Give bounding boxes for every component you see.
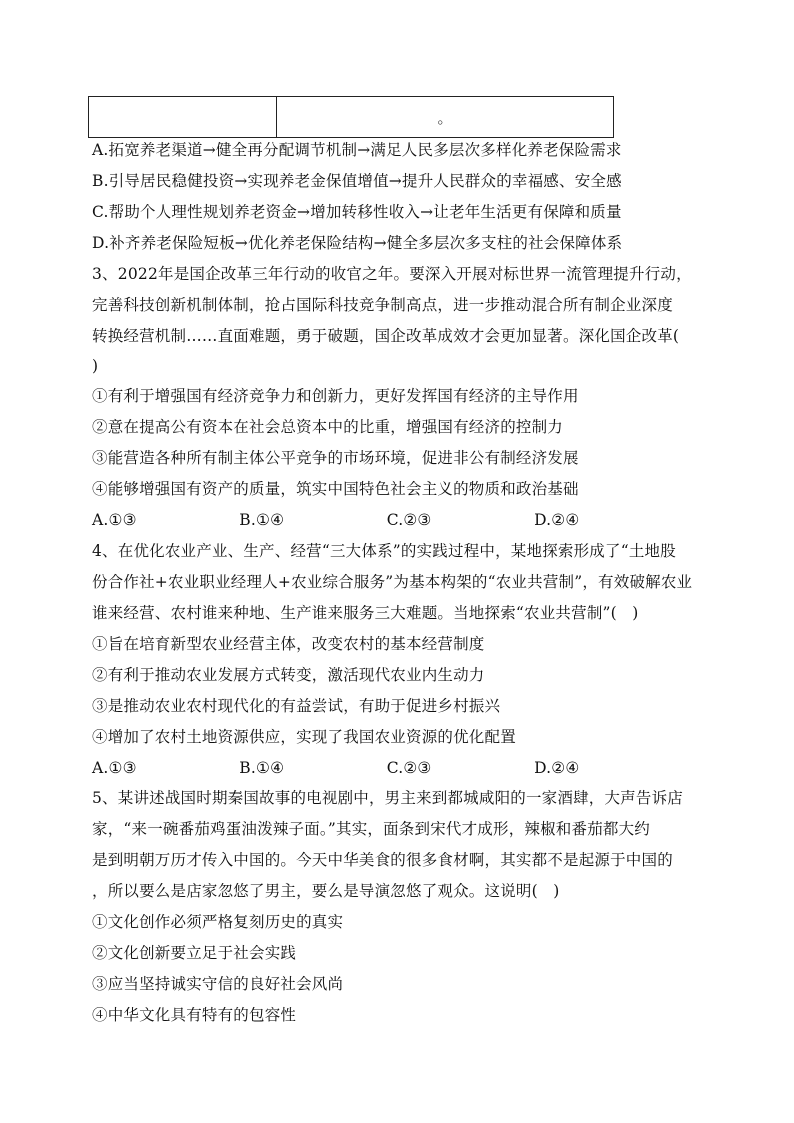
question-5-statement: ②文化创新要立足于社会实践 [92, 944, 297, 962]
question-5-statement: ③应当坚持诚实守信的良好社会风尚 [92, 975, 344, 993]
question-4-stem: 谁来经营、农村谁来种地、生产谁来服务三大难题。当地探索“农业共营制”( ) [92, 604, 639, 622]
question-4-choices: A.①③ B.①④ C.②③ D.②④ [92, 759, 580, 777]
question-3-statement: ③能营造各种所有制主体公平竞争的市场环境，促进非公有制经济发展 [92, 449, 579, 467]
option-d-line: D.补齐养老保险短板→优化养老保险结构→健全多层次多支柱的社会保障体系 [92, 234, 623, 252]
question-3-statement: ②意在提高公有资本在社会总资本中的比重，增强国有经济的控制力 [92, 418, 564, 436]
question-3-choices: A.①③ B.①④ C.②③ D.②④ [92, 511, 580, 529]
question-4-stem: 份合作社+农业职业经理人+农业综合服务”为基本构架的“农业共营制”，有效破解农业 [92, 573, 693, 591]
question-5-stem: ，所以要么是店家忽悠了男主，要么是导演忽悠了观众。这说明( ) [92, 882, 560, 900]
question-4-statement: ①旨在培育新型农业经营主体，改变农村的基本经营制度 [92, 635, 485, 653]
option-c-line: C.帮助个人理性规划养老资金→增加转移性收入→让老年生活更有保障和质量 [92, 203, 622, 221]
question-4-stem: 4、在优化农业产业、生产、经营“三大体系”的实践过程中，某地探索形成了“土地股 [92, 542, 676, 560]
question-3-stem: ) [92, 357, 99, 375]
question-4-statement: ②有利于推动农业发展方式转变，激活现代农业内生动力 [92, 666, 485, 684]
table-cell-right: 。 [277, 97, 614, 138]
answer-table [88, 96, 614, 138]
question-5-stem: 5、某讲述战国时期秦国故事的电视剧中，男主来到都城咸阳的一家酒肆，大声告诉店 [92, 789, 683, 807]
question-3-stem: 完善科技创新机制体制，抢占国际科技竞争制高点，进一步推动混合所有制企业深度 [92, 296, 673, 314]
question-4-statement: ④增加了农村土地资源供应，实现了我国农业资源的优化配置 [92, 728, 516, 746]
question-4-statement: ③是推动农业农村现代化的有益尝试，有助于促进乡村振兴 [92, 697, 501, 715]
question-5-stem: 是到明朝万历才传入中国的。今天中华美食的很多食材啊，其实都不是起源于中国的 [92, 851, 673, 869]
question-3-stem: 3、2022年是国企改革三年行动的收官之年。要深入开展对标世界一流管理提升行动， [92, 265, 692, 283]
question-3-stem: 转换经营机制……直面难题，勇于破题，国企改革成效才会更加显著。深化国企改革( [92, 327, 680, 345]
option-b-line: B.引导居民稳健投资→实现养老金保值增值→提升人民群众的幸福感、安全感 [92, 172, 622, 190]
question-5-stem: 家，“来一碗番茄鸡蛋油泼辣子面。”其实，面条到宋代才成形，辣椒和番茄都大约 [92, 820, 651, 838]
table-row [89, 97, 614, 138]
option-a-line: A.拓宽养老渠道→健全再分配调节机制→满足人民多层次多样化养老保险需求 [92, 141, 622, 159]
question-3-statement: ④能够增强国有资产的质量，筑实中国特色社会主义的物质和政治基础 [92, 480, 579, 498]
question-3-statement: ①有利于增强国有经济竞争力和创新力，更好发挥国有经济的主导作用 [92, 387, 579, 405]
question-5-statement: ④中华文化具有特有的包容性 [92, 1006, 297, 1024]
table-cell-left [89, 97, 277, 138]
question-5-statement: ①文化创作必须严格复刻历史的真实 [92, 913, 344, 931]
